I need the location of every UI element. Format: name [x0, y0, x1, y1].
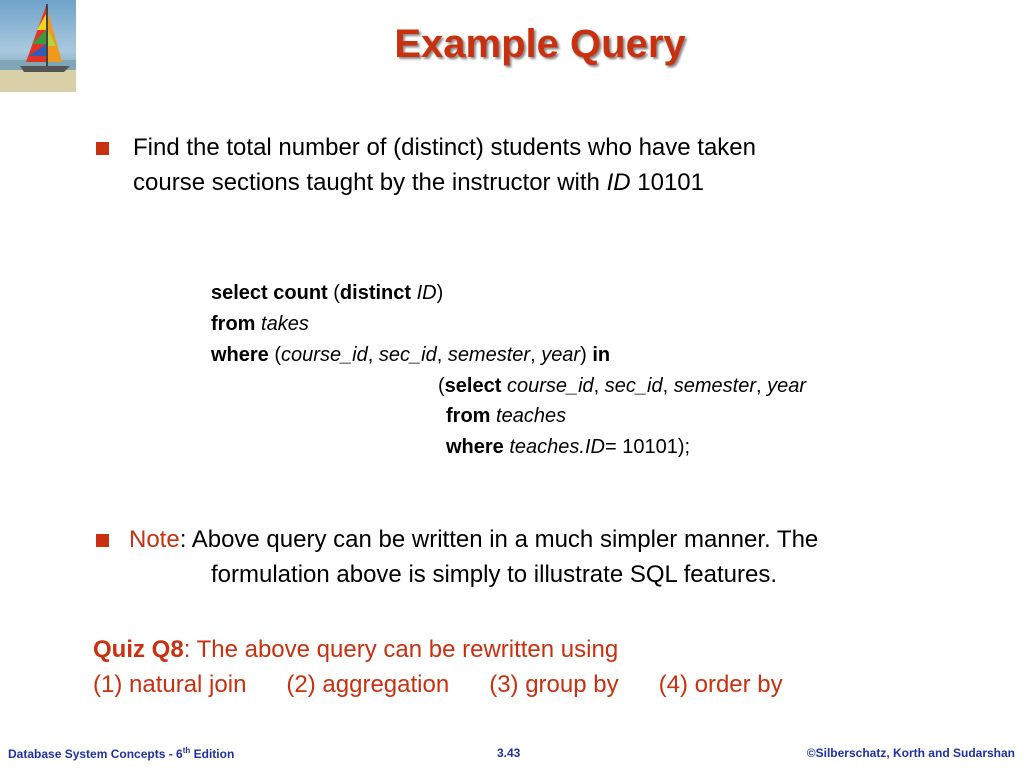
sql-line-4	[438, 371, 806, 402]
sql-punct: )	[436, 282, 444, 304]
footer-edition: Edition	[190, 747, 235, 761]
sql-line-1	[211, 278, 443, 309]
sql-identifier: year	[541, 344, 581, 366]
sql-punct: ,	[755, 375, 768, 397]
sql-keyword: from	[211, 313, 256, 335]
question-line-2	[133, 165, 756, 200]
sql-line-6	[446, 432, 690, 463]
footer-superscript: th	[182, 746, 191, 755]
sql-identifier: year	[767, 375, 807, 397]
note-label: Note	[129, 526, 180, 553]
question-line-2-text: course sections taught by the instructor with	[133, 169, 607, 196]
sql-identifier: takes	[261, 313, 309, 335]
sql-keyword: where	[446, 436, 504, 458]
sql-identifier: course_id	[506, 375, 594, 397]
quiz-question	[93, 632, 823, 667]
note-text	[129, 522, 818, 557]
sql-identifier: ID	[416, 282, 437, 304]
footer-book-title	[8, 746, 234, 761]
quiz-option: (2) aggregation	[286, 671, 450, 698]
sql-keyword: select	[444, 375, 502, 397]
question-text	[133, 130, 756, 200]
sql-identifier: course_id	[281, 344, 368, 366]
quiz-label: Quiz Q8	[93, 636, 184, 663]
quiz-option: (3) group by	[489, 671, 619, 698]
footer-book-title-text: Database System Concepts - 6	[8, 747, 183, 761]
sql-keyword: in	[592, 344, 611, 366]
note-line-1	[129, 522, 818, 557]
sql-identifier: sec_id	[604, 375, 663, 397]
sql-identifier: sec_id	[378, 344, 437, 366]
sql-keyword: distinct	[339, 282, 412, 304]
question-id-term: ID	[606, 169, 631, 196]
question-id-value: 10101	[630, 169, 704, 196]
quiz-question-text: : The above query can be rewritten using	[183, 636, 619, 663]
bullet-square-icon	[96, 534, 109, 547]
sql-punct: ,	[367, 344, 379, 366]
sql-identifier: semester	[447, 344, 531, 366]
note-line-2: formulation above is simply to illustrate SQL features.	[211, 561, 778, 588]
sql-punct: (	[327, 282, 340, 304]
sql-punct: ,	[530, 344, 542, 366]
footer-slide-number: 3.43	[497, 746, 521, 760]
footer-copyright: ©Silberschatz, Korth and Sudarshan	[806, 746, 1015, 760]
quiz-block	[93, 632, 823, 702]
sql-keyword: from	[446, 405, 491, 427]
sql-punct: (	[268, 344, 282, 366]
sql-line-5	[446, 401, 566, 432]
slide-title: Example Query	[394, 22, 686, 66]
sql-identifier: semester	[673, 375, 756, 397]
sql-punct: ,	[593, 375, 605, 397]
sql-keyword: where	[211, 344, 269, 366]
sql-punct: ,	[662, 375, 674, 397]
sql-punct: ,	[436, 344, 448, 366]
bullet-square-icon	[96, 142, 109, 155]
quiz-options	[93, 667, 823, 702]
sql-line-3	[211, 340, 610, 371]
question-line-1: Find the total number of (distinct) students who have taken	[133, 134, 757, 161]
sql-identifier: teaches	[496, 405, 567, 427]
quiz-option: (1) natural join	[93, 671, 247, 698]
sql-keyword: select count	[211, 282, 328, 304]
quiz-option: (4) order by	[658, 671, 783, 698]
sql-line-2	[211, 309, 309, 340]
sql-identifier: teaches.ID	[509, 436, 605, 458]
note-line-1-text: : Above query can be written in a much simpler manner. The	[179, 526, 819, 553]
sql-literal: = 10101);	[604, 436, 691, 458]
sql-punct: (	[438, 375, 445, 397]
sql-punct: )	[580, 344, 593, 366]
